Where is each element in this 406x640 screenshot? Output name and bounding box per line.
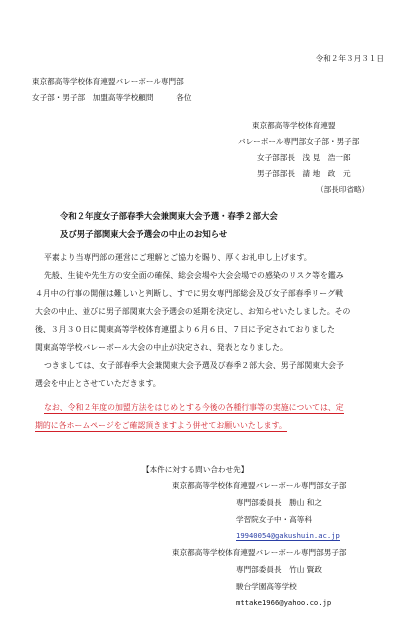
sender-men-head: 男子部部長 請 地 政 元 [257, 169, 351, 178]
recipient-line-1: 東京都高等学校体育連盟バレーボール専門部 [32, 77, 184, 86]
body-line: 平素より当専門部の運営にご理解とご協力を賜り、厚くお礼申し上げます。 [44, 253, 312, 262]
notice-text: 期的に各ホームページをご確認頂きますよう併せてお願いいたします。 [35, 421, 287, 430]
contact-men-school: 駿台学園高等学校 [236, 582, 297, 591]
contact-women-staff: 専門部委員長 勝山 和之 [236, 498, 322, 507]
contact-men-org: 東京都高等学校体育連盟バレーボール専門部男子部 [172, 548, 347, 557]
document-title-line-2: 及び男子部関東大会予選会の中止のお知らせ [60, 229, 228, 239]
contact-women-email-link[interactable]: 19940054@gakushuin.ac.jp [236, 531, 340, 540]
contact-women-org: 東京都高等学校体育連盟バレーボール専門部女子部 [172, 481, 347, 490]
contact-women-email[interactable] [236, 532, 340, 539]
body-line: 大会の中止、並びに男子部関東大会予選会の延期を決定し、お知らせいたしました。その [35, 307, 351, 316]
contact-men-staff: 専門部委員長 竹山 賢政 [236, 565, 322, 574]
body-line: 関東高等学校バレーボール大会の中止が決定され、発表となりました。 [35, 343, 288, 352]
notice-line-2 [35, 422, 287, 430]
notice-text: なお、令和２年度の加盟方法をはじめとする今後の各種行事等の実施については、定 [44, 403, 344, 412]
document-title-line-1: 令和２年度女子部春季大会兼関東大会予選・春季２部大会 [60, 211, 278, 221]
sender-dept: バレーボール専門部女子部・男子部 [238, 137, 360, 146]
notice-line-1 [44, 404, 344, 412]
body-line: 先般、生徒や先生方の安全面の確保、総会会場や大会会場での感染のリスク等を鑑み [44, 271, 344, 280]
contact-women-school: 学習院女子中・高等科 [236, 515, 312, 524]
sender-org: 東京都高等学校体育連盟 [252, 121, 336, 130]
recipient-line-2: 女子部・男子部 加盟高等学校顧問 各位 [32, 93, 192, 102]
body-line: ４月中の行事の開催は難しいと判断し、すでに男女専門部総会及び女子部春季リーグ戦 [35, 289, 343, 298]
body-line: 後、３月３０日に関東高等学校体育連盟より６月６日、７日に予定されておりました [35, 325, 335, 334]
body-line: つきましては、女子部春季大会兼関東大会予選及び春季２部大会、男子部関東大会予 [44, 361, 344, 370]
sender-women-head: 女子部部長 浅 見 浩一郎 [257, 153, 351, 162]
sender-seal-note: （部長印省略） [316, 185, 370, 194]
contact-heading: 【本件に対する問い合わせ先】 [142, 465, 249, 474]
document-date: 令和２年３月３１日 [315, 54, 384, 63]
body-line: 選会を中止とさせていただきます。 [35, 379, 161, 388]
contact-men-email[interactable]: mttake1966@yahoo.co.jp [236, 598, 332, 607]
